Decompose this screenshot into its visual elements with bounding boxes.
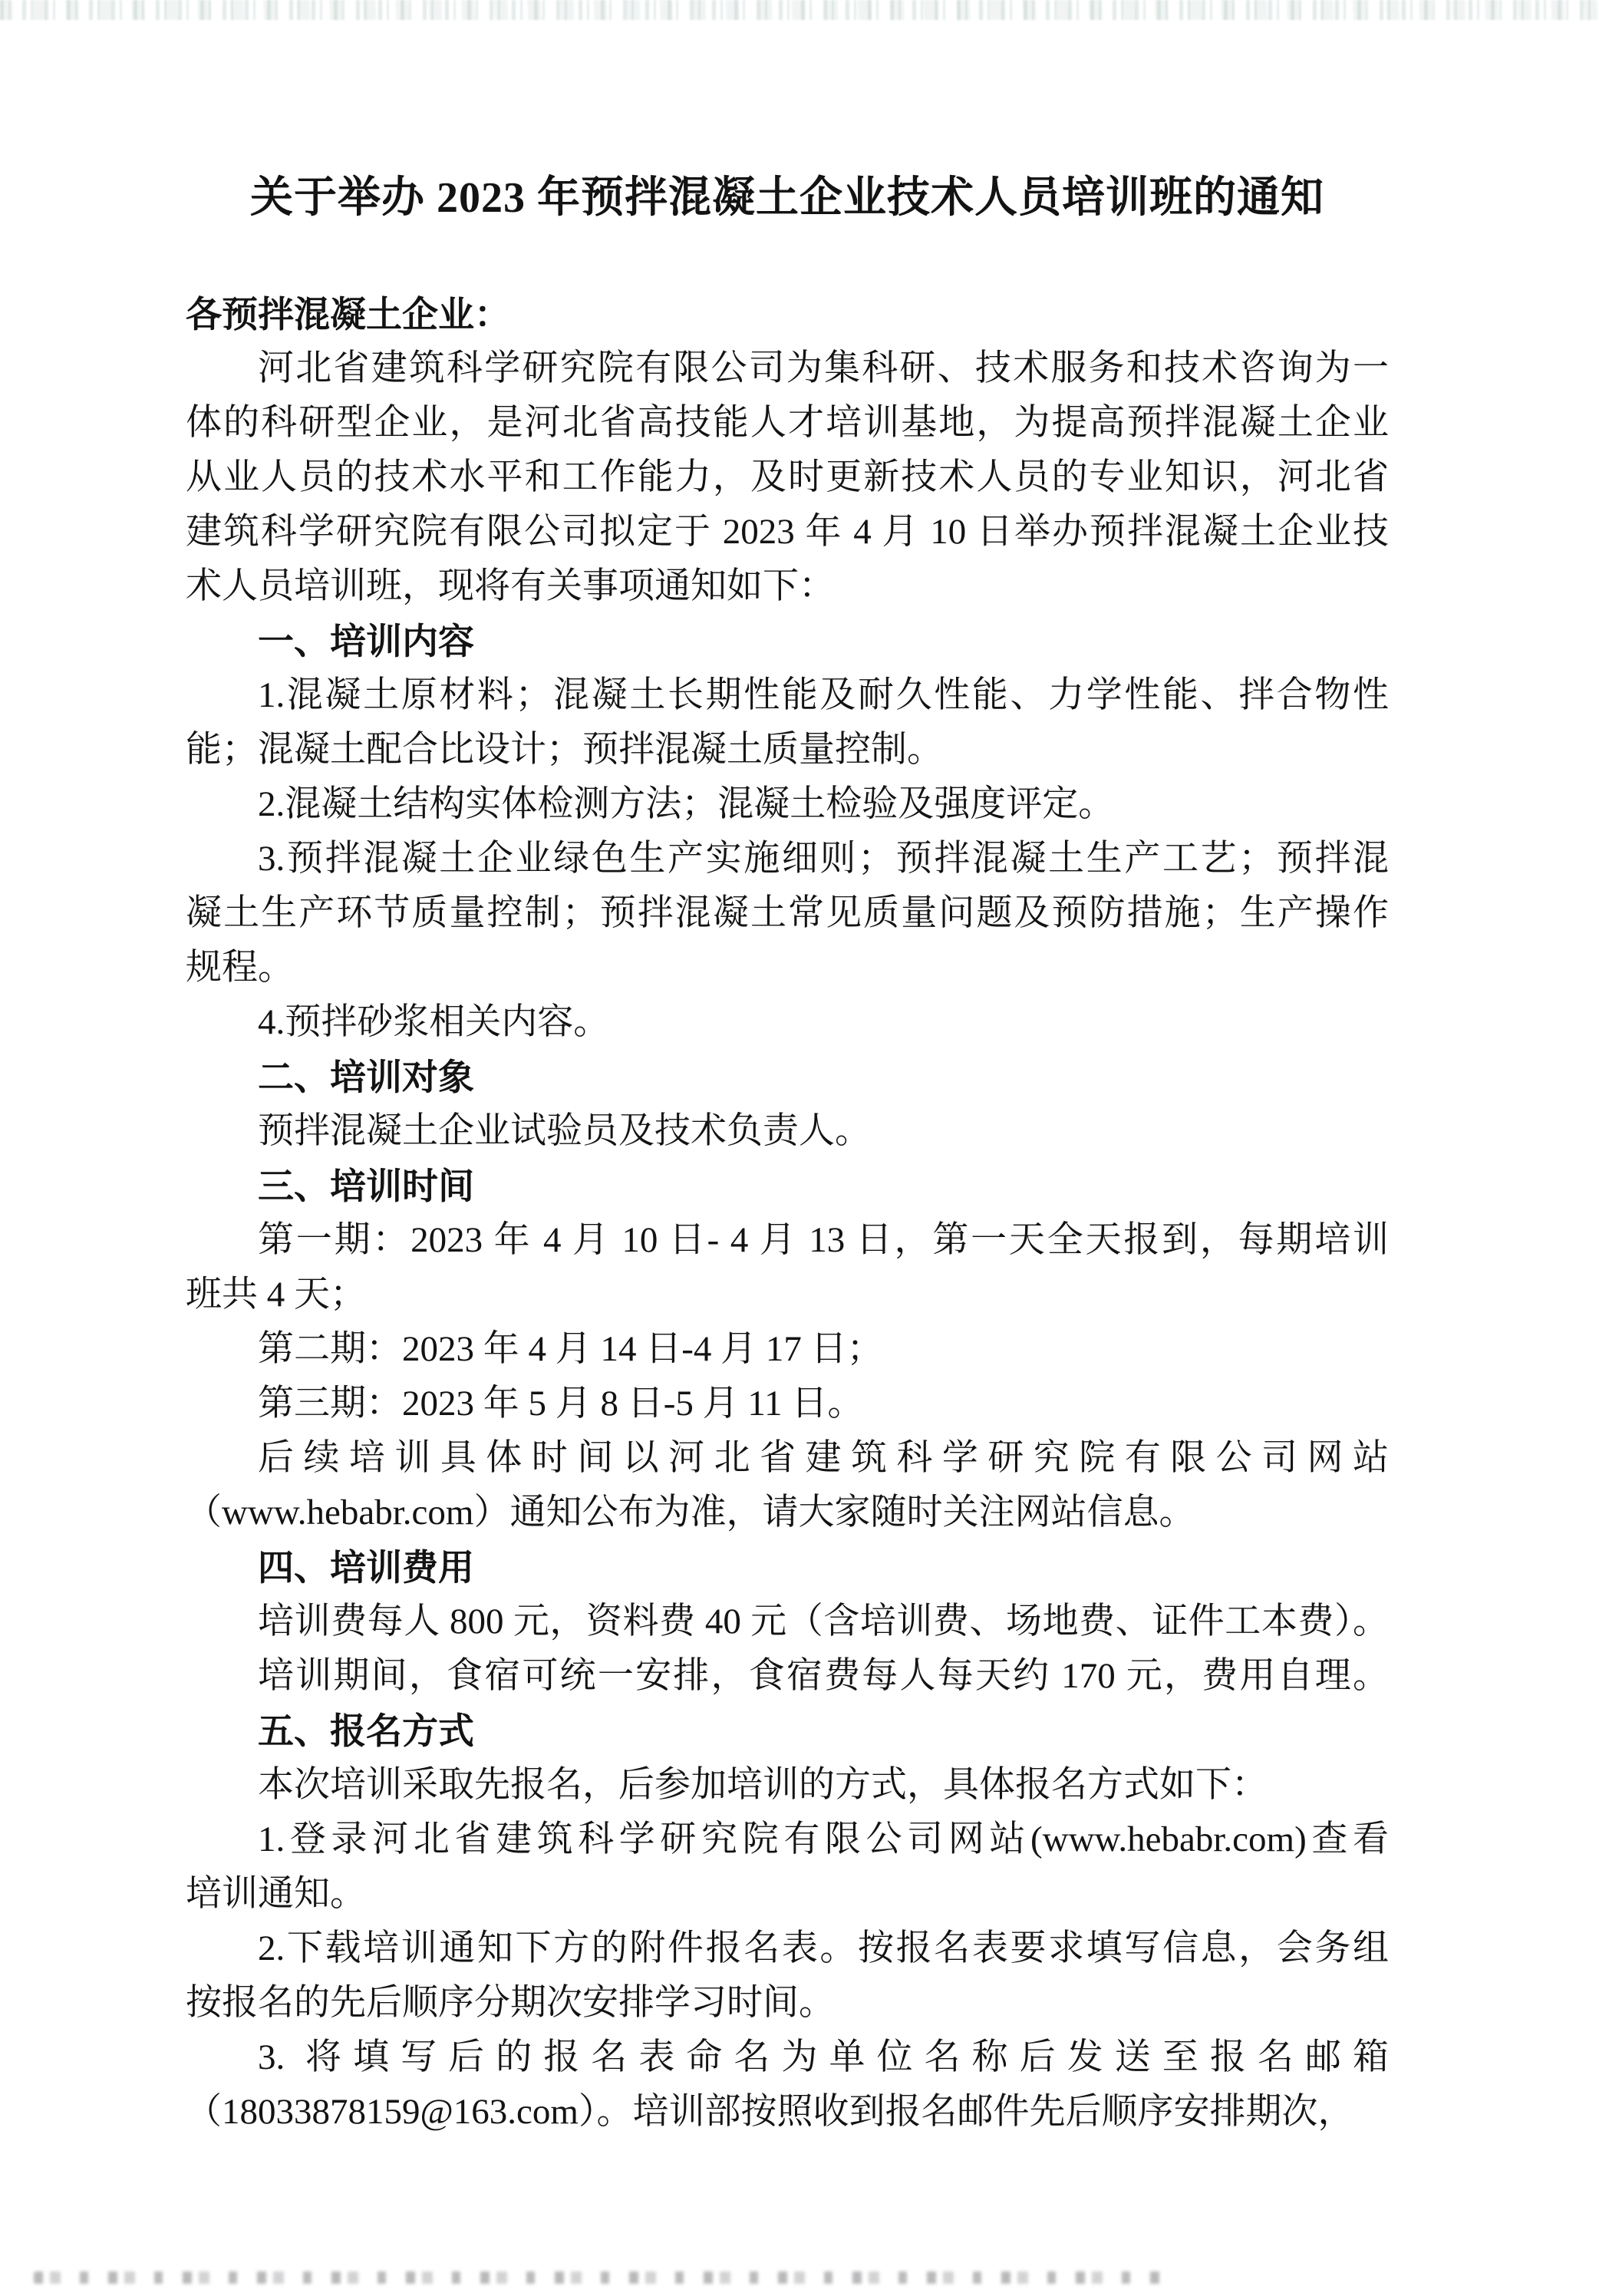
body-line: 第一期：2023 年 4 月 10 日- 4 月 13 日，第一天全天报到，每期培训 <box>258 1220 1389 1260</box>
section-heading-registration: 五、报名方式 <box>258 1710 474 1751</box>
body-line: （18033878159@163.com）。培训部按照收到报名邮件先后顺序安排期次， <box>186 2092 1354 2132</box>
body-line: 2.混凝土结构实体检测方法；混凝土检验及强度评定。 <box>258 784 1115 824</box>
body-line: 班共 4 天； <box>186 1275 366 1315</box>
intro-line: 河北省建筑科学研究院有限公司为集科研、技术服务和技术咨询为一 <box>258 348 1389 388</box>
notice-body <box>186 0 1389 2139</box>
body-line: 培训通知。 <box>186 1874 366 1914</box>
body-line: 规程。 <box>186 948 294 988</box>
section-heading-training-time: 三、培训时间 <box>258 1166 474 1206</box>
body-line: 培训费每人 800 元，资料费 40 元（含培训费、场地费、证件工本费）。 <box>258 1602 1389 1641</box>
body-line: 3.预拌混凝土企业绿色生产实施细则；预拌混凝土生产工艺；预拌混 <box>258 839 1389 879</box>
intro-line: 术人员培训班，现将有关事项通知如下： <box>186 566 835 606</box>
body-line: 1.混凝土原材料；混凝土长期性能及耐久性能、力学性能、拌合物性 <box>258 675 1389 715</box>
intro-line: 建筑科学研究院有限公司拟定于 2023 年 4 月 10 日举办预拌混凝土企业技 <box>186 512 1389 552</box>
body-line: 本次培训采取先报名，后参加培训的方式，具体报名方式如下： <box>258 1765 1268 1805</box>
body-line: 后续培训具体时间以河北省建筑科学研究院有限公司网站 <box>258 1438 1389 1478</box>
intro-line: 从业人员的技术水平和工作能力，及时更新技术人员的专业知识，河北省 <box>186 457 1389 497</box>
body-line: 1.登录河北省建筑科学研究院有限公司网站(www.hebabr.com)查看 <box>258 1819 1389 1859</box>
body-line: （www.hebabr.com）通知公布为准，请大家随时关注网站信息。 <box>186 1493 1195 1532</box>
body-line: 3. 将填写后的报名表命名为单位名称后发送至报名邮箱 <box>258 2037 1389 2077</box>
body-line: 4.预拌砂浆相关内容。 <box>258 1002 610 1042</box>
section-heading-training-fee: 四、培训费用 <box>258 1547 474 1588</box>
body-line: 凝土生产环节质量控制；预拌混凝土常见质量问题及预防措施；生产操作 <box>186 893 1389 933</box>
intro-line: 体的科研型企业，是河北省高技能人才培训基地，为提高预拌混凝土企业 <box>186 403 1389 443</box>
salutation: 各预拌混凝土企业： <box>186 294 510 335</box>
body-line: 预拌混凝土企业试验员及技术负责人。 <box>258 1111 871 1151</box>
section-heading-training-content: 一、培训内容 <box>258 621 474 661</box>
body-line: 能；混凝土配合比设计；预拌混凝土质量控制。 <box>186 730 943 770</box>
body-line: 培训期间，食宿可统一安排，食宿费每人每天约 170 元，费用自理。 <box>258 1656 1389 1696</box>
body-line: 按报名的先后顺序分期次安排学习时间。 <box>186 1983 835 2023</box>
section-heading-training-audience: 二、培训对象 <box>258 1057 474 1097</box>
notice-title: 关于举办 2023 年预拌混凝土企业技术人员培训班的通知 <box>250 174 1324 222</box>
body-line: 第三期：2023 年 5 月 8 日-5 月 11 日。 <box>258 1384 864 1423</box>
body-line: 2.下载培训通知下方的附件报名表。按报名表要求填写信息，会务组 <box>258 1928 1389 1968</box>
scan-noise-bottom <box>34 2271 1162 2284</box>
body-line: 第二期：2023 年 4 月 14 日-4 月 17 日； <box>258 1329 883 1369</box>
